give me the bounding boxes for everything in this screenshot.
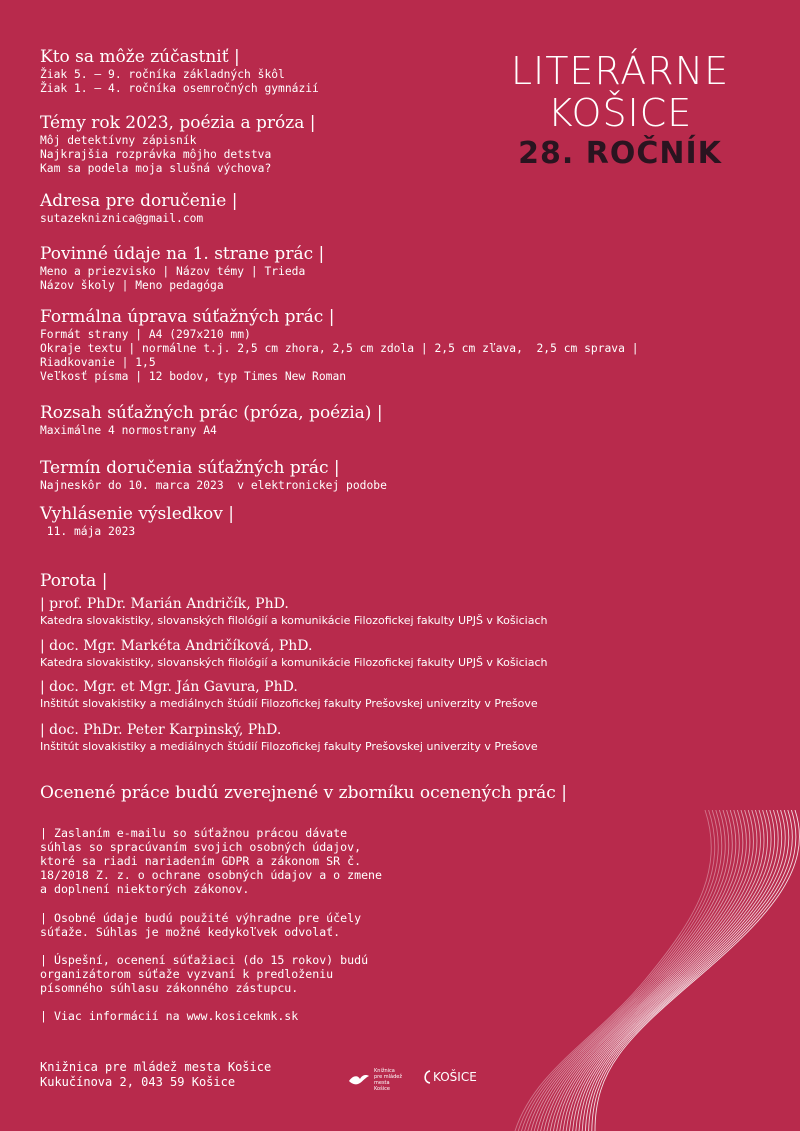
footer-line-2: Kukučínova 2, 043 59 Košice [40,1075,236,1089]
title-line-2: KOŠICE [547,91,693,135]
library-logo-text: Knižnica pre mládež mesta Košice [374,1068,402,1092]
section-body: 11. mája 2023 [40,525,136,538]
section-heading: Povinné údaje na 1. strane prác | [40,244,325,264]
library-logo [348,1068,404,1092]
city-logo-text: KOŠICE [433,1070,477,1084]
guardian-note: | Úspešní, ocenení súťažiaci (do 15 rokov) budú organizátorom súťaže vyzvaní k predloženiu písomného súhlasu zákonného zástupcu. [40,953,369,995]
section-results [40,503,234,539]
section-heading: Formálna úprava súťažných prác | [40,307,335,327]
section-heading: Adresa pre doručenie | [40,191,238,211]
wave-line [576,810,778,1131]
section-body: Meno a priezvisko | Názov témy | Trieda Názov školy | Meno pedagóga [40,265,306,292]
gdpr-note: | Zaslaním e-mailu so súťažnou prácou dávate súhlas so spracúvaním svojich osobných údajov, ktoré sa riadi nariadením GDPR a zákonom SR č. 18/2018 Z. z. o ochrane osobných údajov a o zmene a doplnení niektorých zákonov. [40,826,383,896]
jury-heading: Porota | [40,571,108,591]
footer-line-1: Knižnica pre mládež mesta Košice [40,1060,272,1074]
wave-line [560,810,761,1131]
section-heading: Rozsah súťažných prác (próza, poézia) | [40,403,383,423]
jury-member-affiliation: Inštitút slovakistiky a mediálnych štúdií Filozofickej fakulty Prešovskej univerzity v Prešove [40,740,538,753]
section-body: Maximálne 4 normostrany A4 [40,424,217,437]
section-required-data [40,243,324,293]
jury-member [40,637,547,670]
section-heading: Kto sa môže zúčastniť | [40,47,240,67]
section-body: Najneskôr do 10. marca 2023 v elektronickej podobe [40,479,387,492]
section-body: Žiak 5. – 9. ročníka základných škôl Žiak 1. – 4. ročníka osemročných gymnázií [40,68,319,95]
bird-icon [348,1072,370,1088]
jury-section [40,570,107,592]
section-topics [40,112,315,176]
section-address [40,190,237,226]
jury-member-affiliation: Katedra slovakistiky, slovanských filológií a komunikácie Filozofickej fakulty UPJŠ v Košiciach [40,656,548,669]
decorative-waves [500,810,800,1131]
city-logo [422,1070,477,1084]
section-deadline [40,457,387,493]
jury-member-name: | doc. Mgr. et Mgr. Ján Gavura, PhD. [40,679,298,695]
section-heading: Termín doručenia súťažných prác | [40,458,340,478]
jury-member-name: | doc. PhDr. Peter Karpinský, PhD. [40,722,282,738]
jury-member-name: | doc. Mgr. Markéta Andričíková, PhD. [40,638,313,654]
section-length [40,402,383,438]
wave-line [553,810,753,1131]
event-title [470,50,770,174]
section-body: Formát strany | A4 (297x210 mm) Okraje textu | normálne t.j. 2,5 cm zhora, 2,5 cm zdola | 2,5 cm zľava, 2,5 cm sprava | Riadkovanie | 1,5 Veľkosť písma | 12 bodov, typ Times New Roman [40,328,639,383]
section-heading: Témy rok 2023, poézia a próza | [40,113,316,133]
jury-member-affiliation: Inštitút slovakistiky a mediálnych štúdií Filozofickej fakulty Prešovskej univerzity v Prešove [40,697,538,710]
footer-address [40,1060,271,1090]
more-info-note: | Viac informácií na www.kosicekmk.sk [40,1009,299,1023]
consent-note: | Osobné údaje budú použité výhradne pre účely súťaže. Súhlas je možné kedykoľvek odvolať. [40,911,362,939]
section-participants [40,46,319,96]
edition-label: 28. ROČNÍK [518,136,722,171]
award-note-text: Ocenené práce budú zverejnené v zborníku ocenených prác | [40,783,567,803]
section-body: Môj detektívny zápisník Najkrajšia rozprávka môjho detstva Kam sa podela moja slušná výchova? [40,134,272,175]
jury-member-affiliation: Katedra slovakistiky, slovanských filológií a komunikácie Filozofickej fakulty UPJŠ v Košiciach [40,614,548,627]
email-address: sutazekniznica@gmail.com [40,212,204,225]
section-formatting [40,306,639,384]
title-line-1: LITERÁRNE [510,49,730,93]
jury-member [40,678,538,711]
award-note [40,782,567,804]
wave-line [544,810,743,1131]
wave-line [550,810,750,1131]
city-emblem-icon [422,1070,431,1084]
wave-line [541,810,740,1131]
jury-member-name: | prof. PhDr. Marián Andričík, PhD. [40,596,289,612]
section-heading: Vyhlásenie výsledkov | [40,504,234,524]
jury-member [40,595,547,628]
jury-member [40,721,538,754]
